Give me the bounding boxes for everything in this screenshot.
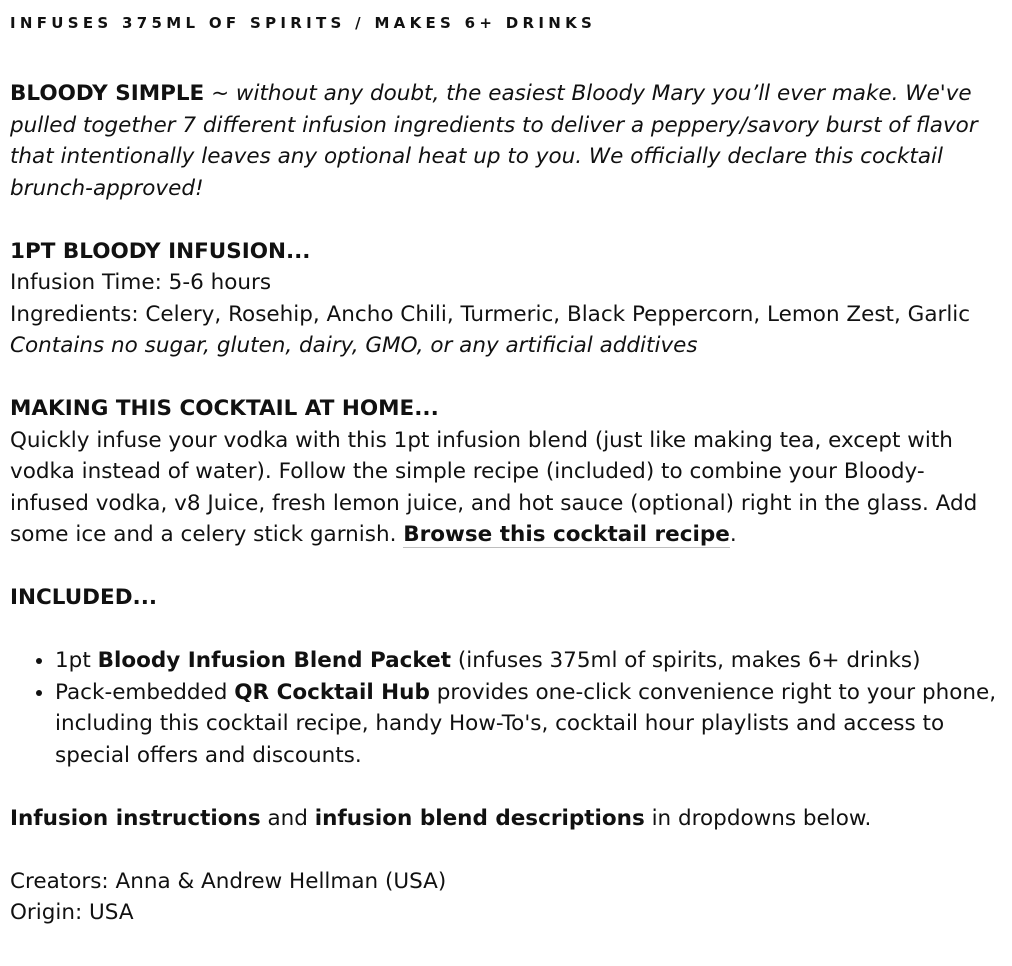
- item-detail: (infuses 375ml of spirits, makes 6+ drinks): [451, 648, 921, 673]
- descriptions-label: infusion blend descriptions: [314, 805, 645, 831]
- infusion-time: Infusion Time: 5-6 hours: [10, 270, 272, 295]
- intro-paragraph: [10, 78, 1000, 204]
- dropdown-note-conjunction: and: [260, 805, 315, 831]
- infusion-heading: 1PT BLOODY INFUSION...: [10, 238, 311, 264]
- list-item: [55, 645, 1000, 677]
- item-detail: provides one-click convenience right to your phone, including this cocktail recipe, handy How-To's, cocktail hour playlists and access to special offers and discounts.: [55, 679, 997, 768]
- infusion-note: Contains no sugar, gluten, dairy, GMO, or any artificial additives: [10, 333, 698, 358]
- product-tagline: INFUSES 375ML OF SPIRITS / MAKES 6+ DRINKS: [10, 14, 597, 32]
- home-heading: MAKING THIS COCKTAIL AT HOME...: [10, 396, 439, 421]
- dropdown-note-tail: in dropdowns below.: [644, 805, 872, 831]
- origin-line: Origin: USA: [10, 900, 134, 925]
- list-item: [55, 677, 1000, 772]
- instructions-label: Infusion instructions: [10, 805, 261, 831]
- creators-line: Creators: Anna & Andrew Hellman (USA): [10, 868, 447, 894]
- item-name: Bloody Infusion Blend Packet: [97, 648, 452, 673]
- home-body: Quickly infuse your vodka with this 1pt infusion blend (just like making tea, except with vodka instead of water). Follow the simple recipe (included) to combine your Bloody-infused vodka, v8 Juice, fresh lemon juice, and hot sauce (optional) right in the glass. Add some ice and a celery stick garnish.: [10, 427, 978, 547]
- dropdown-note: [10, 803, 1000, 835]
- included-list: [10, 645, 1000, 771]
- included-heading: INCLUDED...: [10, 585, 158, 610]
- intro-title: BLOODY SIMPLE: [10, 81, 205, 106]
- intro-body: ~ without any doubt, the easiest Bloody Mary you’ll ever make. We've pulled together 7 different infusion ingredients to deliver a peppery/savory burst of flavor that intentionally leaves any optional heat up to you. We officially declare this cocktail brunch-approved!: [10, 81, 978, 201]
- browse-recipe-link[interactable]: Browse this cocktail recipe: [403, 522, 730, 547]
- infusion-ingredients: Ingredients: Celery, Rosehip, Ancho Chili, Turmeric, Black Peppercorn, Lemon Zest, Garlic: [10, 301, 971, 327]
- item-prefix: 1pt: [55, 648, 98, 673]
- product-description: [10, 12, 1000, 929]
- item-name: QR Cocktail Hub: [234, 679, 430, 705]
- home-tail: .: [729, 522, 737, 547]
- item-prefix: Pack-embedded: [55, 679, 235, 705]
- home-paragraph: [10, 425, 1000, 551]
